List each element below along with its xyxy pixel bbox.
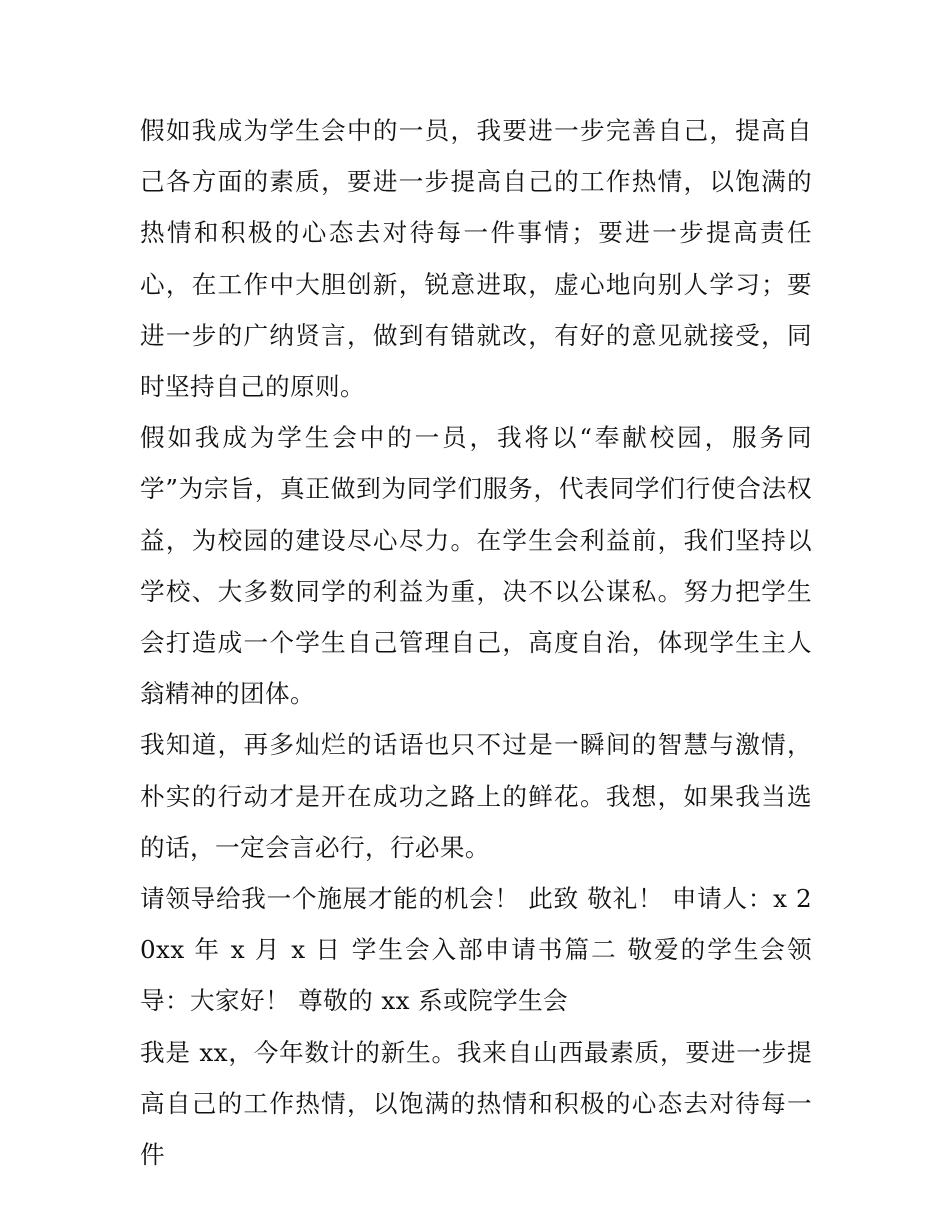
paragraph-1: 假如我成为学生会中的一员，我要进一步完善自己，提高自己各方面的素质，要进一步提高自己的工作热情，以饱满的热情和积极的心态去对待每一件事情；要进一步提高责任心，在工作中大胆创新，锐意进取，虚心地向别人学习；要进一步的广纳贤言，做到有错就改，有好的意见就接受，同时坚持自己的原则。 xyxy=(140,116,812,402)
paragraph-2: 假如我成为学生会中的一员，我将以“奉献校园，服务同学”为宗旨，真正做到为同学们服务，代表同学们行使合法权益，为校园的建设尽心尽力。在学生会利益前，我们坚持以学校、大多数同学的利益为重，决不以公谋私。努力把学生会打造成一个学生自己管理自己，高度自治，体现学生主人翁精神的团体。 xyxy=(140,423,812,709)
paragraph-3: 我知道，再多灿烂的话语也只不过是一瞬间的智慧与激情，朴实的行动才是开在成功之路上的鲜花。我想，如果我当选的话，一定会言必行，行必果。 xyxy=(140,730,812,862)
paragraph-5: 我是 xx，今年数计的新生。我来自山西最素质，要进一步提高自己的工作热情，以饱满的热情和积极的心态去对待每一件 xyxy=(140,1037,812,1170)
document-body xyxy=(140,105,812,1180)
paragraph-4: 请领导给我一个施展才能的机会！ 此致 敬礼！ 申请人：x 20xx 年 x 月 x 日 学生会入部申请书篇二 敬爱的学生会领导：大家好！ 尊敬的 xx 系或院学生会 xyxy=(140,884,812,1016)
